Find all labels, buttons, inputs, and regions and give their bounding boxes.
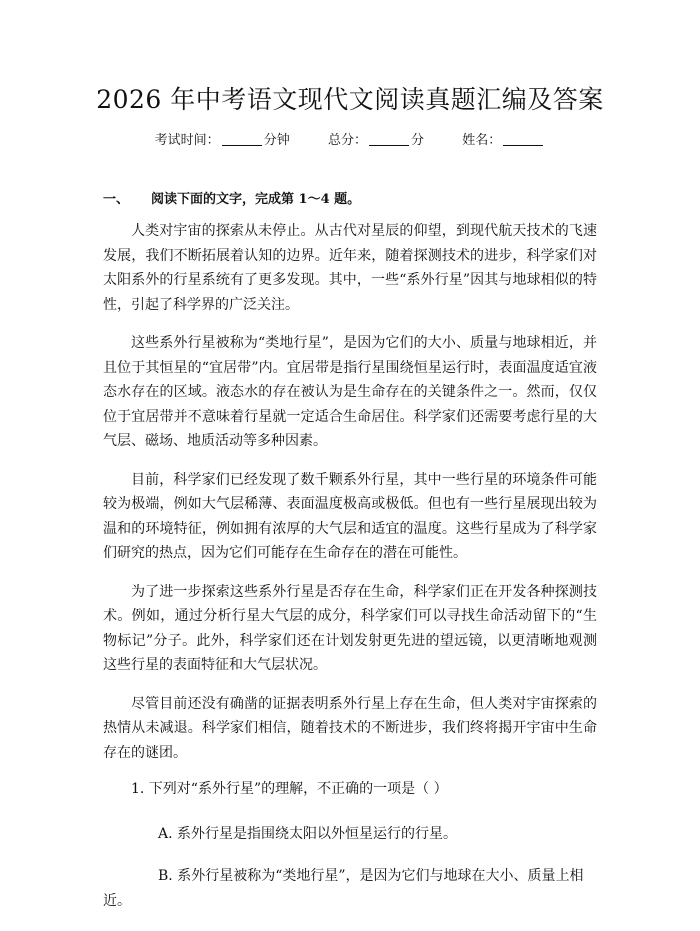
time-unit: 分钟 — [263, 133, 290, 148]
time-blank[interactable] — [222, 131, 262, 146]
section-number: 一、 — [103, 192, 130, 207]
paragraph-5: 尽管目前还没有确凿的证据表明系外行星上存在生命，但人类对宇宙探索的热情从未减退。科学家们相信，随着技术的不断进步，我们终将揭开宇宙中生命存在的谜团。 — [103, 695, 597, 761]
question-1-stem: 1. 下列对“系外行星”的理解，不正确的一项是（ ） — [131, 781, 448, 797]
score-blank[interactable] — [369, 131, 409, 146]
paragraph-2: 这些系外行星被称为“类地行星”，是因为它们的大小、质量与地球相近，并且位于其恒星的“宜居带”内。宜居带是指行星围绕恒星运行时，表面温度适宜液态水存在的区域。液态水的存在被认为是生命存在的关键条件之一。然而，仅仅位于宜居带并不意味着行星就一定适合生命居住。科学家们还需要考虑行星的大气层、磁场、地质活动等多种因素。 — [103, 335, 597, 449]
section-instruction: 阅读下面的文字，完成第 1～4 题。 — [151, 192, 361, 207]
passage — [103, 219, 597, 931]
paragraph-3: 目前，科学家们已经发现了数千颗系外行星，其中一些行星的环境条件可能较为极端，例如大气层稀薄、表面温度极高或极低。但也有一些行星展现出较为温和的环境特征，例如拥有浓厚的大气层和适宜的温度。这些行星成为了科学家们研究的热点，因为它们可能存在生命存在的潜在可能性。 — [103, 471, 597, 561]
page-title: 2026 年中考语文现代文阅读真题汇编及答案 — [96, 85, 604, 114]
question-1-option-b[interactable]: B. 系外行星被称为“类地行星”，是因为它们与地球在大小、质量上相近。 — [103, 868, 584, 909]
paragraph-1: 人类对宇宙的探索从未停止。从古代对星辰的仰望，到现代航天技术的飞速发展，我们不断拓展着认知的边界。近年来，随着探测技术的进步，科学家们对太阳系外的行星系统有了更多发现。其中，一些“系外行星”因其与地球相似的特性，引起了科学界的广泛关注。 — [103, 223, 597, 313]
score-unit: 分 — [411, 133, 425, 148]
score-label: 总分： — [327, 133, 367, 148]
name-blank[interactable] — [503, 131, 543, 146]
name-label: 姓名： — [462, 133, 502, 148]
time-label: 考试时间： — [154, 133, 220, 148]
question-1-option-a[interactable]: A. 系外行星是指围绕太阳以外恒星运行的行星。 — [158, 825, 458, 842]
section-heading — [103, 190, 360, 210]
exam-info-line — [0, 131, 700, 151]
paragraph-4: 为了进一步探索这些系外行星是否存在生命，科学家们正在开发各种探测技术。例如，通过分析行星大气层的成分，科学家们可以寻找生命活动留下的“生物标记”分子。此外，科学家们还在计划发射更先进的望远镜，以更清晰地观测这些行星的表面特征和大气层状况。 — [103, 583, 597, 673]
